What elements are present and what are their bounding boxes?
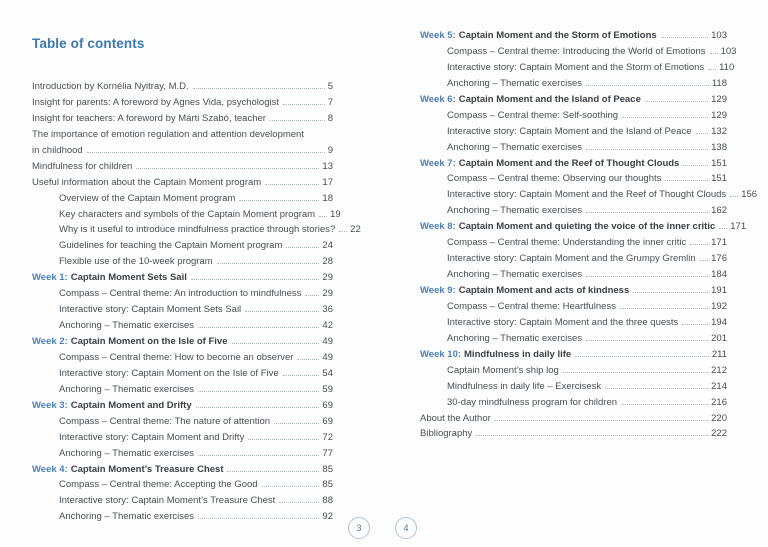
entry-title: Captain Moment Sets Sail (70, 272, 187, 284)
toc-entry (32, 462, 333, 478)
dot-leader (191, 279, 320, 280)
entry-title: Anchoring – Thematic exercises (447, 269, 582, 281)
toc-entries-left (32, 79, 361, 525)
entry-title: Anchoring – Thematic exercises (59, 320, 194, 332)
entry-page-number: 13 (322, 160, 333, 172)
entry-page-number: 118 (711, 77, 727, 89)
entry-page-number: 85 (322, 479, 333, 491)
page-title: Table of contents (32, 36, 145, 51)
dot-leader (227, 471, 319, 472)
dot-leader (283, 104, 325, 105)
dot-leader (605, 388, 708, 389)
toc-entry (420, 124, 727, 140)
toc-entry (420, 28, 727, 44)
entry-title: Captain Moment and the Island of Peace (458, 93, 641, 105)
page-number-badge-right (395, 517, 417, 539)
entry-page-number: 211 (711, 348, 727, 360)
toc-entry (32, 286, 333, 302)
entry-page-number: 162 (711, 205, 727, 217)
toc-entry (32, 95, 333, 111)
entry-page-number: 17 (322, 176, 333, 188)
entry-title: Anchoring – Thematic exercises (59, 511, 194, 523)
dot-leader (476, 435, 708, 436)
entry-title: Anchoring – Thematic exercises (447, 332, 582, 344)
entry-page-number: 156 (741, 189, 758, 201)
dot-leader (586, 212, 708, 213)
toc-entry (32, 127, 333, 143)
dot-leader (297, 359, 319, 360)
toc-entry (420, 347, 727, 363)
dot-leader (563, 372, 708, 373)
toc-entry (32, 509, 333, 525)
toc-entry (420, 76, 727, 92)
toc-entry (32, 159, 333, 175)
entry-page-number: 18 (322, 192, 333, 204)
entry-title: Interactive story: Captain Moment’s Treasure Chest (59, 495, 276, 507)
dot-leader (198, 327, 319, 328)
entry-page-number: 49 (322, 336, 333, 347)
entry-page-number: 29 (322, 272, 333, 284)
entry-title: Compass – Central theme: The nature of attention (59, 415, 271, 427)
dot-leader (265, 184, 319, 185)
entry-title: Key characters and symbols of the Captain Moment program (59, 208, 316, 220)
dot-leader (682, 324, 708, 325)
entry-title: Flexible use of the 10-week program (59, 256, 213, 268)
entry-page-number: 129 (711, 93, 727, 105)
entry-page-number: 184 (711, 269, 727, 281)
toc-entry (420, 60, 735, 76)
entry-page-number: 103 (720, 45, 737, 57)
toc-entry (32, 270, 333, 286)
entry-page-number: 214 (711, 380, 727, 392)
entry-title: Bibliography (420, 428, 473, 440)
entry-page-number: 194 (711, 316, 727, 328)
dot-leader (645, 101, 708, 102)
dot-leader (319, 216, 327, 217)
dot-leader (198, 391, 319, 392)
toc-entry (420, 187, 758, 203)
entry-title: Guidelines for teaching the Captain Moment program (59, 240, 283, 252)
dot-leader (305, 295, 319, 296)
entry-title: Interactive story: Captain Moment and the Reef of Thought Clouds (447, 189, 727, 201)
entry-page-number: 191 (711, 285, 727, 296)
entry-title: Anchoring – Thematic exercises (447, 205, 582, 217)
toc-entry (32, 398, 333, 414)
week-label: Week 3: (32, 399, 68, 411)
toc-entry (420, 395, 727, 411)
entry-page-number: 69 (322, 415, 333, 427)
dot-leader (495, 420, 708, 421)
dot-leader (708, 69, 716, 70)
toc-entry (32, 254, 333, 270)
page-number-right: 4 (403, 523, 409, 533)
entry-page-number: 110 (719, 61, 735, 73)
entry-title: Compass – Central theme: How to become an observer (59, 351, 294, 363)
entry-page-number: 138 (711, 141, 727, 153)
dot-leader (196, 407, 320, 408)
entry-title: Interactive story: Captain Moment and the Grumpy Gremlin (447, 253, 696, 265)
dot-leader (661, 37, 708, 38)
dot-leader (586, 340, 708, 341)
dot-leader (586, 85, 709, 86)
entry-page-number: 9 (327, 144, 333, 156)
toc-entry (32, 318, 333, 334)
entry-title: Interactive story: Captain Moment and the Storm of Emotions (447, 61, 705, 73)
toc-page-left (32, 36, 361, 525)
dot-leader (248, 439, 319, 440)
entry-title: Captain Moment and acts of kindness (458, 285, 630, 296)
toc-entry (32, 79, 333, 95)
dot-leader (586, 276, 708, 277)
dot-leader (136, 168, 319, 169)
entry-page-number: 77 (322, 447, 333, 459)
dot-leader (198, 518, 319, 519)
entry-title: Captain Moment and Drifty (70, 399, 192, 411)
toc-entry (420, 156, 727, 172)
entry-page-number: 54 (322, 367, 333, 379)
dot-leader (622, 117, 708, 118)
dot-leader (719, 228, 727, 229)
week-label: Week 8: (420, 221, 456, 233)
toc-entry (420, 331, 727, 347)
entry-page-number: 8 (327, 112, 333, 124)
entry-page-number: 42 (322, 320, 333, 332)
entry-title: Anchoring – Thematic exercises (59, 383, 194, 395)
dot-leader (262, 486, 320, 487)
entry-title: Interactive story: Captain Moment and Drifty (59, 431, 245, 443)
week-label: Week 9: (420, 285, 456, 296)
entry-title: Captain Moment and the Reef of Thought Clouds (458, 157, 680, 169)
entry-title: Compass – Central theme: Introducing the World of Emotions (447, 45, 706, 57)
entry-page-number: 201 (711, 332, 727, 344)
entry-page-number: 212 (711, 364, 727, 376)
entry-title: Captain Moment and quieting the voice of the inner critic (458, 221, 716, 233)
week-label: Week 10: (420, 348, 462, 360)
dot-leader (683, 165, 708, 166)
page-number-badge-left (348, 517, 370, 539)
dot-leader (198, 455, 319, 456)
entry-title: Anchoring – Thematic exercises (59, 447, 194, 459)
toc-entry (420, 203, 727, 219)
entry-title: About the Author (420, 412, 491, 424)
dot-leader (620, 308, 708, 309)
entry-title: Why is it useful to introduce mindfulness practice through stories? (59, 224, 336, 236)
entry-page-number: 49 (322, 351, 333, 363)
entry-page-number: 103 (711, 30, 727, 41)
entry-title: Interactive story: Captain Moment and the Island of Peace (447, 125, 692, 137)
dot-leader (286, 247, 319, 248)
dot-leader (665, 180, 708, 181)
entry-title: 30-day mindfulness program for children (447, 396, 618, 408)
dot-leader (87, 152, 325, 153)
toc-entry (420, 235, 727, 251)
toc-page-right (420, 28, 758, 442)
toc-entry (32, 175, 333, 191)
toc-entry (32, 302, 333, 318)
entry-page-number: 192 (711, 300, 727, 312)
dot-leader (710, 53, 718, 54)
dot-leader (245, 311, 319, 312)
entry-page-number: 171 (730, 221, 747, 233)
entry-title: Captain Moment on the Isle of Five (70, 336, 228, 347)
entry-page-number: 22 (350, 224, 361, 236)
entry-page-number: 59 (322, 383, 333, 395)
entry-title: Compass – Central theme: Self-soothing (447, 109, 619, 121)
toc-entries-right (420, 28, 758, 442)
entry-page-number: 220 (711, 412, 727, 424)
toc-entry (32, 414, 333, 430)
entry-title: Interactive story: Captain Moment on the Isle of Five (59, 367, 279, 379)
entry-page-number: 129 (711, 109, 727, 121)
entry-page-number: 28 (322, 256, 333, 268)
toc-entry (420, 140, 727, 156)
toc-entry (420, 426, 727, 442)
toc-entry (420, 283, 727, 299)
entry-page-number: 19 (330, 208, 341, 220)
dot-leader (193, 88, 325, 89)
entry-title: Introduction by Kornélia Nyitray, M.D. (32, 81, 189, 92)
entry-title: Insight for parents: A foreword by Agnes Vida, psychologist (32, 96, 279, 108)
entry-page-number: 69 (322, 399, 333, 411)
entry-page-number: 7 (327, 96, 333, 108)
toc-entry (32, 143, 333, 159)
entry-page-number: 151 (711, 157, 727, 169)
entry-title: Anchoring – Thematic exercises (447, 77, 582, 89)
toc-entry (420, 363, 727, 379)
entry-title: Interactive story: Captain Moment Sets Sail (59, 304, 242, 316)
entry-title: Anchoring – Thematic exercises (447, 141, 582, 153)
entry-page-number: 176 (711, 253, 727, 265)
toc-entry (420, 92, 727, 108)
entry-title: Compass – Central theme: Accepting the Good (59, 479, 258, 491)
dot-leader (283, 375, 320, 376)
entry-page-number: 29 (322, 288, 333, 300)
toc-entry (32, 334, 333, 350)
toc-entry (32, 430, 333, 446)
toc-entry (32, 191, 333, 207)
toc-entry (420, 108, 727, 124)
entry-title: Compass – Central theme: An introduction to mindfulness (59, 288, 302, 300)
dot-leader (621, 404, 708, 405)
entry-title: Interactive story: Captain Moment and the three quests (447, 316, 679, 328)
toc-entry (32, 493, 333, 509)
dot-leader (274, 423, 319, 424)
toc-entry (420, 379, 727, 395)
week-label: Week 2: (32, 336, 68, 347)
entry-title: Mindfulness in daily life (464, 348, 572, 360)
entry-page-number: 171 (711, 237, 727, 249)
week-label: Week 7: (420, 157, 456, 169)
entry-title: in childhood (32, 144, 83, 156)
week-label: Week 1: (32, 272, 68, 284)
dot-leader (690, 244, 708, 245)
entry-page-number: 85 (322, 463, 333, 475)
entry-title: Compass – Central theme: Observing our thoughts (447, 173, 662, 185)
week-label: Week 4: (32, 463, 68, 475)
toc-entry (420, 171, 727, 187)
dot-leader (586, 149, 708, 150)
entry-title: Compass – Central theme: Understanding the inner critic (447, 237, 687, 249)
entry-title: Insight for teachers: A foreword by Márti Szabó, teacher (32, 112, 266, 124)
toc-entry (420, 44, 737, 60)
entry-title: Overview of the Captain Moment program (59, 192, 236, 204)
entry-title: Captain Moment and the Storm of Emotions (458, 30, 657, 41)
dot-leader (270, 120, 325, 121)
entry-page-number: 132 (711, 125, 727, 137)
dot-leader (232, 343, 320, 344)
entry-title: Mindfulness in daily life – Exercisesk (447, 380, 602, 392)
entry-page-number: 88 (322, 495, 333, 507)
dot-leader (217, 263, 320, 264)
toc-entry (420, 219, 747, 235)
week-label: Week 5: (420, 30, 456, 41)
dot-leader (239, 200, 319, 201)
toc-entry (420, 299, 727, 315)
toc-entry (420, 267, 727, 283)
entry-title: Compass – Central theme: Heartfulness (447, 300, 616, 312)
entry-page-number: 72 (322, 431, 333, 443)
toc-entry (32, 111, 333, 127)
entry-page-number: 92 (322, 511, 333, 523)
dot-leader (279, 502, 319, 503)
week-label: Week 6: (420, 93, 456, 105)
dot-leader (730, 196, 738, 197)
toc-entry (420, 411, 727, 427)
dot-leader (696, 133, 709, 134)
page-number-left: 3 (356, 523, 362, 533)
toc-entry (420, 251, 727, 267)
dot-leader (575, 356, 709, 357)
toc-entry (32, 446, 333, 462)
entry-page-number: 222 (711, 428, 727, 440)
toc-entry (32, 207, 341, 223)
toc-entry (32, 350, 333, 366)
dot-leader (339, 231, 347, 232)
entry-title: The importance of emotion regulation and attention development (32, 128, 304, 140)
toc-entry (32, 238, 333, 254)
entry-title: Captain Moment’s Treasure Chest (70, 463, 224, 475)
entry-title: Useful information about the Captain Moment program (32, 176, 262, 188)
entry-page-number: 151 (711, 173, 727, 185)
entry-page-number: 5 (327, 81, 333, 92)
toc-entry (32, 382, 333, 398)
toc-entry (32, 477, 333, 493)
entry-page-number: 216 (711, 396, 727, 408)
toc-entry (32, 366, 333, 382)
toc-entry (32, 222, 361, 238)
dot-leader (700, 260, 708, 261)
entry-page-number: 36 (322, 304, 333, 316)
entry-page-number: 24 (322, 240, 333, 252)
entry-title: Captain Moment’s ship log (447, 364, 559, 376)
toc-entry (420, 315, 727, 331)
dot-leader (633, 292, 708, 293)
entry-title: Mindfulness for children (32, 160, 133, 172)
